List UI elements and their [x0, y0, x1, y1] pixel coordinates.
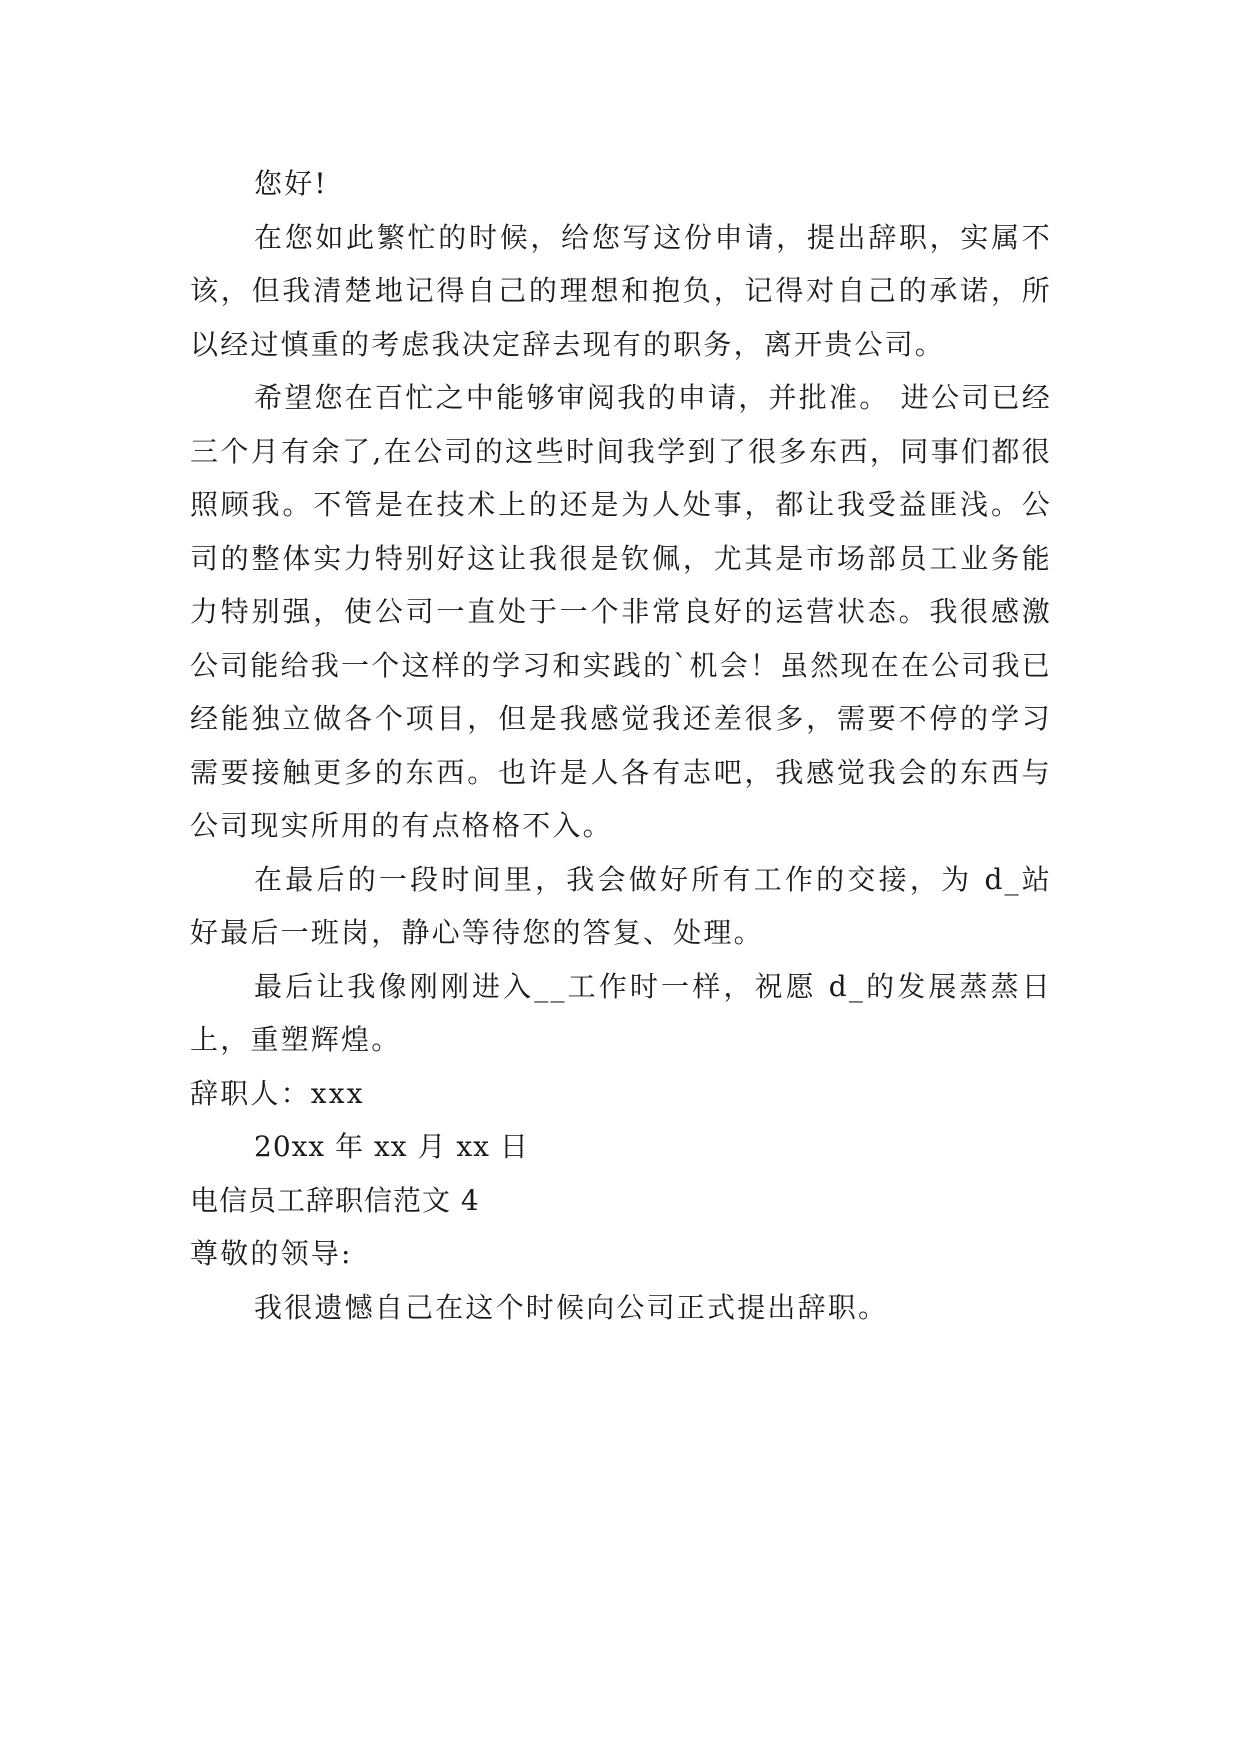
greeting: 您好! — [254, 167, 328, 200]
paragraph-request: 希望您在百忙之中能够审阅我的申请，并批准。 进公司已经三个月有余了,在公司的这些时间我学到了很多东西，同事们都很照顾我。不管是在技术上的还是为人处事，都让我受益匪浅。公司的整体实力特别好这让我很是钦佩，尤其是市场部员工业务能力特别强，使公司一直处于一个非常良好的运营状态。我很感激公司能给我一个这样的学习和实践的`机会！虽然现在在公司我已经能独立做各个项目，但是我感觉我还差很多，需要不停的学习需要接触更多的东西。也许是人各有志吧，我感觉我会的东西与公司现实所用的有点格格不入。 — [190, 381, 1052, 842]
salutation: 尊敬的领导: — [190, 1237, 353, 1270]
signature-date: 20xx 年 xx 月 xx 日 — [254, 1130, 529, 1163]
paragraph-intro: 在您如此繁忙的时候，给您写这份申请，提出辞职，实属不该，但我清楚地记得自己的理想和抱负，记得对自己的承诺，所以经过慎重的考虑我决定辞去现有的职务，离开贵公司。 — [190, 220, 1052, 361]
paragraph-wishes: 最后让我像刚刚进入__工作时一样，祝愿 d_的发展蒸蒸日上，重塑辉煌。 — [190, 969, 1052, 1056]
signature-name: 辞职人：xxx — [190, 1076, 365, 1110]
letter-body — [190, 157, 1052, 1334]
section-title: 电信员工辞职信范文 4 — [190, 1183, 480, 1217]
paragraph-handover: 在最后的一段时间里，我会做好所有工作的交接，为 d_站好最后一班岗，静心等待您的答复、处理。 — [190, 862, 1052, 949]
paragraph-opening: 我很遗憾自己在这个时候向公司正式提出辞职。 — [254, 1290, 889, 1324]
